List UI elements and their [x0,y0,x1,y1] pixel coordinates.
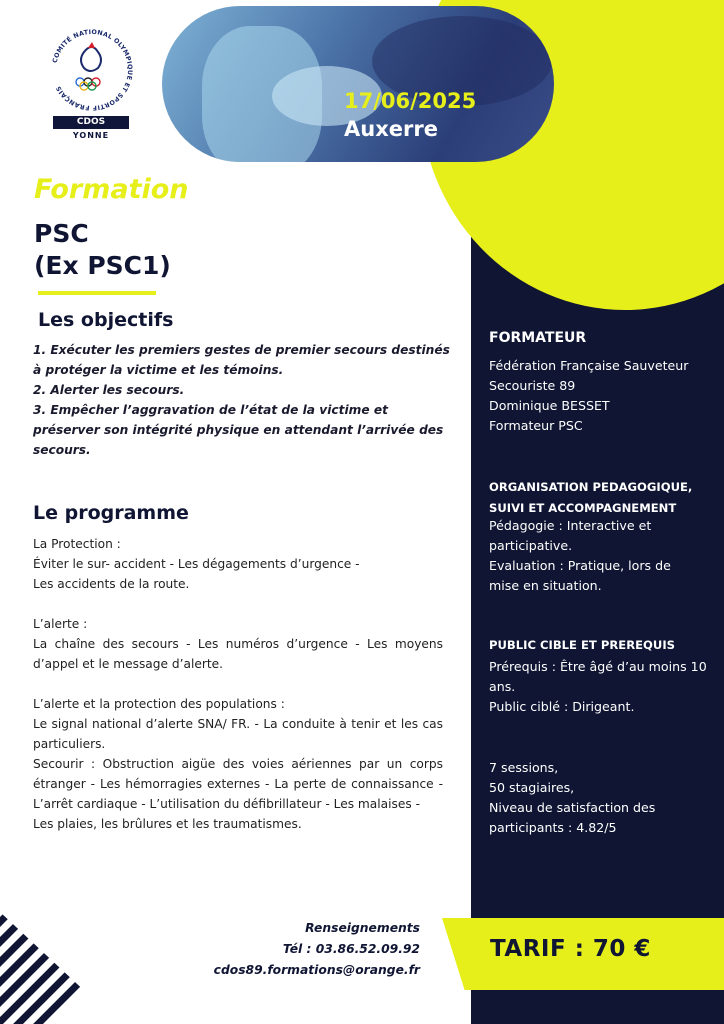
formateur-line: Dominique BESSET [489,398,610,413]
contact-block [200,918,420,981]
objectif-item: 3. Empêcher l’aggravation de l’état de la victime et préserver son intégrité physique en attendant l’arrivée des secours. [33,403,444,457]
public-heading: PUBLIC CIBLE ET PREREQUIS [489,638,675,652]
formateur-heading: FORMATEUR [489,330,587,346]
formateur-line: Formateur PSC [489,418,583,433]
objectifs-heading: Les objectifs [38,309,174,331]
tarif-label: TARIF : 70 € [490,936,651,962]
logo-subtitle: YONNE [72,131,110,140]
logo-ring-text: COMITÉ NATIONAL OLYMPIQUE ET SPORTIF FRANÇAIS [51,28,134,112]
programme-line: L’alerte : [33,617,88,631]
formation-label: Formation [34,174,189,205]
public-line: Public ciblé : Dirigeant. [489,699,635,714]
stats-line: Niveau de satisfaction des participants : 4.82/5 [489,800,656,835]
course-title-line1: PSC [34,219,89,248]
title-underline [38,291,156,295]
organisation-body [489,516,704,596]
stats-line: 7 sessions, [489,760,559,775]
stats-body [489,758,704,838]
formateur-line: Secouriste 89 [489,378,576,393]
course-title-line2: (Ex PSC1) [34,251,171,280]
event-date: 17/06/2025 [344,89,477,113]
programme-line: Les plaies, les brûlures et les traumatismes. [33,817,302,831]
programme-body [33,534,443,834]
logo-badge: CDOS [53,116,129,129]
programme-heading: Le programme [33,502,189,524]
objectif-item: 1. Exécuter les premiers gestes de premier secours destinés à protéger la victime et les témoins. [33,343,450,377]
contact-heading: Renseignements [305,921,420,935]
organisation-line: Pédagogie : Interactive et participative. [489,518,652,553]
programme-line: L’alerte et la protection des populations : [33,697,285,711]
formateur-line: Fédération Française Sauveteur [489,358,689,373]
programme-line: Éviter le sur- accident - Les dégagements d’urgence - [33,557,360,571]
course-title [34,218,171,282]
organisation-heading: ORGANISATION PEDAGOGIQUE, SUIVI ET ACCOMPAGNEMENT [489,480,693,515]
programme-line: La chaîne des secours - Les numéros d’urgence - Les moyens d’appel et le message d’alerte. [33,637,443,671]
contact-phone[interactable]: Tél : 03.86.52.09.92 [282,942,420,956]
public-body [489,657,709,717]
programme-line: Secourir : Obstruction aigüe des voies aériennes par un corps étranger - Les hémorragies externes - La perte de connaissance - L’arrêt cardiaque - L’utilisation du défibrillateur - Les malaises - [33,757,443,811]
organisation-line: Evaluation : Pratique, lors de mise en situation. [489,558,671,593]
objectif-item: 2. Alerter les secours. [33,383,185,397]
stats-line: 50 stagiaires, [489,780,575,795]
contact-email[interactable]: cdos89.formations@orange.fr [213,963,420,977]
public-line: Prérequis : Être âgé d’au moins 10 ans. [489,659,707,694]
olympic-rooster-emblem-icon [44,22,140,118]
formateur-body [489,356,704,436]
programme-line: La Protection : [33,537,121,551]
objectifs-list [33,340,453,460]
event-city: Auxerre [344,117,438,141]
programme-line: Le signal national d’alerte SNA/ FR. - La conduite à tenir et les cas particuliers. [33,717,443,751]
programme-line: Les accidents de la route. [33,577,190,591]
diagonal-stripes-decoration [0,912,120,1024]
